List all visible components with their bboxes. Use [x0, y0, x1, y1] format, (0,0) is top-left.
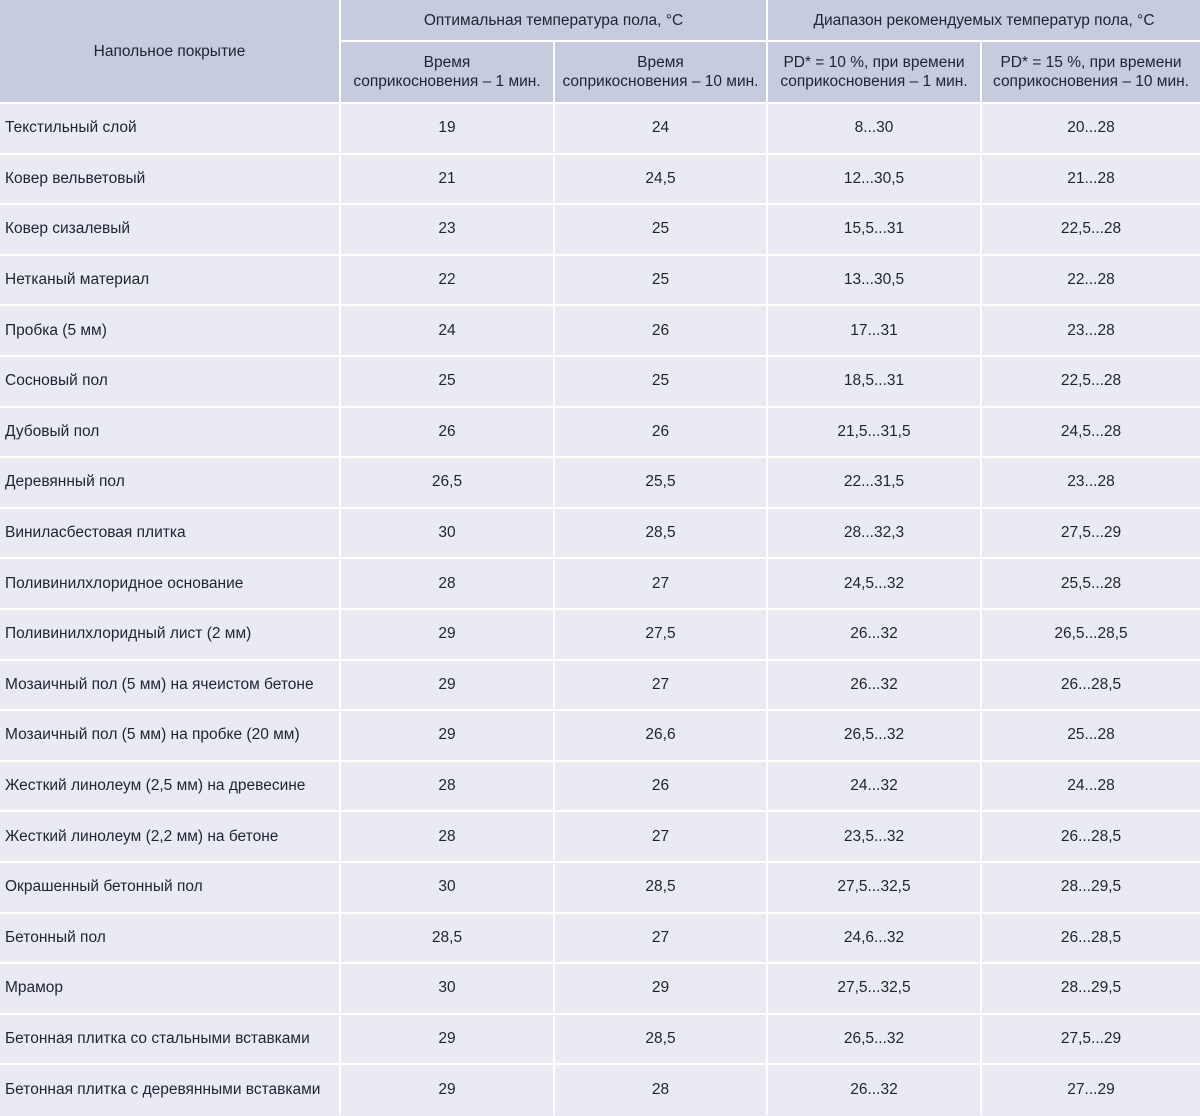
cell-range-pd15: 27,5...29 — [981, 508, 1200, 559]
cell-optimal-1min: 30 — [340, 508, 554, 559]
cell-range-pd10: 26...32 — [767, 660, 981, 711]
header-range-pd15 — [981, 41, 1200, 103]
cell-optimal-10min: 27 — [554, 660, 767, 711]
cell-floor-covering: Мозаичный пол (5 мм) на ячеистом бетоне — [0, 660, 340, 711]
cell-optimal-10min: 25 — [554, 204, 767, 255]
cell-range-pd15: 23...28 — [981, 305, 1200, 356]
cell-floor-covering: Окрашенный бетонный пол — [0, 862, 340, 913]
header-range-pd10 — [767, 41, 981, 103]
cell-optimal-10min: 24 — [554, 103, 767, 154]
table-row — [0, 862, 1200, 913]
cell-optimal-10min: 25 — [554, 255, 767, 306]
table-row — [0, 154, 1200, 205]
cell-optimal-10min: 26 — [554, 761, 767, 812]
cell-optimal-10min: 28,5 — [554, 1014, 767, 1065]
cell-floor-covering: Мозаичный пол (5 мм) на пробке (20 мм) — [0, 710, 340, 761]
header-optimal-10min — [554, 41, 767, 103]
header-floor-covering: Напольное покрытие — [0, 0, 340, 103]
cell-range-pd15: 24...28 — [981, 761, 1200, 812]
cell-range-pd10: 24,5...32 — [767, 558, 981, 609]
table-row — [0, 103, 1200, 154]
cell-range-pd15: 22,5...28 — [981, 356, 1200, 407]
cell-range-pd10: 15,5...31 — [767, 204, 981, 255]
table-row — [0, 1064, 1200, 1115]
cell-floor-covering: Нетканый материал — [0, 255, 340, 306]
table-row — [0, 660, 1200, 711]
table-row — [0, 255, 1200, 306]
cell-range-pd15: 26...28,5 — [981, 660, 1200, 711]
cell-optimal-10min: 26,6 — [554, 710, 767, 761]
cell-optimal-1min: 28,5 — [340, 913, 554, 964]
table-row — [0, 913, 1200, 964]
cell-optimal-1min: 23 — [340, 204, 554, 255]
cell-optimal-1min: 30 — [340, 963, 554, 1014]
cell-floor-covering: Бетонная плитка с деревянными вставками — [0, 1064, 340, 1115]
cell-optimal-1min: 25 — [340, 356, 554, 407]
cell-range-pd15: 22,5...28 — [981, 204, 1200, 255]
header-line: PD* = 10 %, при времени — [783, 54, 965, 71]
cell-optimal-1min: 26 — [340, 407, 554, 458]
header-line: соприкосновения – 10 мин. — [993, 73, 1189, 90]
cell-range-pd15: 23...28 — [981, 457, 1200, 508]
cell-optimal-10min: 27,5 — [554, 609, 767, 660]
cell-range-pd10: 24...32 — [767, 761, 981, 812]
cell-range-pd15: 21...28 — [981, 154, 1200, 205]
cell-optimal-1min: 22 — [340, 255, 554, 306]
cell-range-pd10: 26,5...32 — [767, 710, 981, 761]
cell-optimal-1min: 28 — [340, 558, 554, 609]
cell-floor-covering: Сосновый пол — [0, 356, 340, 407]
table-row — [0, 558, 1200, 609]
cell-range-pd15: 27...29 — [981, 1064, 1200, 1115]
header-optimal-temperature: Оптимальная температура пола, °С — [340, 0, 767, 41]
cell-range-pd10: 26,5...32 — [767, 1014, 981, 1065]
cell-floor-covering: Виниласбестовая плитка — [0, 508, 340, 559]
cell-optimal-10min: 26 — [554, 407, 767, 458]
header-line: Время — [637, 54, 684, 71]
cell-range-pd10: 26...32 — [767, 609, 981, 660]
cell-optimal-10min: 28,5 — [554, 862, 767, 913]
cell-range-pd10: 28...32,3 — [767, 508, 981, 559]
cell-optimal-10min: 27 — [554, 558, 767, 609]
table-header — [0, 0, 1200, 103]
cell-range-pd15: 26...28,5 — [981, 913, 1200, 964]
header-line: PD* = 15 %, при времени — [1000, 54, 1182, 71]
table-row — [0, 305, 1200, 356]
cell-optimal-10min: 25 — [554, 356, 767, 407]
cell-optimal-10min: 27 — [554, 811, 767, 862]
cell-range-pd15: 25,5...28 — [981, 558, 1200, 609]
cell-range-pd10: 18,5...31 — [767, 356, 981, 407]
cell-range-pd10: 8...30 — [767, 103, 981, 154]
header-optimal-1min — [340, 41, 554, 103]
cell-floor-covering: Жесткий линолеум (2,5 мм) на древесине — [0, 761, 340, 812]
cell-range-pd10: 12...30,5 — [767, 154, 981, 205]
header-line: соприкосновения – 10 мин. — [562, 73, 759, 90]
cell-optimal-1min: 26,5 — [340, 457, 554, 508]
cell-optimal-1min: 29 — [340, 660, 554, 711]
table-row — [0, 356, 1200, 407]
cell-range-pd10: 22...31,5 — [767, 457, 981, 508]
cell-range-pd15: 20...28 — [981, 103, 1200, 154]
table-row — [0, 710, 1200, 761]
cell-range-pd10: 27,5...32,5 — [767, 862, 981, 913]
header-line: Время — [423, 54, 471, 71]
table-row — [0, 761, 1200, 812]
cell-floor-covering: Ковер сизалевый — [0, 204, 340, 255]
header-recommended-range: Диапазон рекомендуемых температур пола, °С — [767, 0, 1200, 41]
cell-floor-covering: Текстильный слой — [0, 103, 340, 154]
cell-optimal-1min: 21 — [340, 154, 554, 205]
cell-optimal-1min: 19 — [340, 103, 554, 154]
cell-floor-covering: Бетонный пол — [0, 913, 340, 964]
table-row — [0, 1014, 1200, 1065]
cell-range-pd10: 24,6...32 — [767, 913, 981, 964]
cell-optimal-1min: 24 — [340, 305, 554, 356]
cell-floor-covering: Дубовый пол — [0, 407, 340, 458]
cell-range-pd15: 22...28 — [981, 255, 1200, 306]
cell-range-pd15: 25...28 — [981, 710, 1200, 761]
cell-floor-covering: Поливинилхлоридное основание — [0, 558, 340, 609]
cell-floor-covering: Жесткий линолеум (2,2 мм) на бетоне — [0, 811, 340, 862]
cell-range-pd15: 24,5...28 — [981, 407, 1200, 458]
cell-floor-covering: Деревянный пол — [0, 457, 340, 508]
cell-optimal-10min: 26 — [554, 305, 767, 356]
table-row — [0, 457, 1200, 508]
cell-optimal-10min: 25,5 — [554, 457, 767, 508]
cell-range-pd10: 23,5...32 — [767, 811, 981, 862]
header-line: соприкосновения – 1 мин. — [353, 73, 541, 90]
cell-range-pd15: 27,5...29 — [981, 1014, 1200, 1065]
cell-optimal-1min: 29 — [340, 1014, 554, 1065]
table-row — [0, 407, 1200, 458]
cell-optimal-1min: 29 — [340, 609, 554, 660]
table-row — [0, 204, 1200, 255]
cell-optimal-10min: 29 — [554, 963, 767, 1014]
cell-optimal-10min: 24,5 — [554, 154, 767, 205]
cell-optimal-10min: 28,5 — [554, 508, 767, 559]
cell-optimal-1min: 29 — [340, 1064, 554, 1115]
cell-range-pd10: 26...32 — [767, 1064, 981, 1115]
table-row — [0, 811, 1200, 862]
cell-floor-covering: Бетонная плитка со стальными вставками — [0, 1014, 340, 1065]
table-row — [0, 609, 1200, 660]
cell-range-pd15: 28...29,5 — [981, 963, 1200, 1014]
cell-range-pd15: 26,5...28,5 — [981, 609, 1200, 660]
cell-optimal-1min: 30 — [340, 862, 554, 913]
cell-optimal-10min: 28 — [554, 1064, 767, 1115]
cell-optimal-10min: 27 — [554, 913, 767, 964]
cell-range-pd10: 13...30,5 — [767, 255, 981, 306]
cell-floor-covering: Мрамор — [0, 963, 340, 1014]
table-row — [0, 963, 1200, 1014]
cell-optimal-1min: 29 — [340, 710, 554, 761]
cell-range-pd10: 21,5...31,5 — [767, 407, 981, 458]
cell-range-pd10: 17...31 — [767, 305, 981, 356]
header-line: соприкосновения – 1 мин. — [780, 73, 968, 90]
cell-range-pd10: 27,5...32,5 — [767, 963, 981, 1014]
cell-optimal-1min: 28 — [340, 811, 554, 862]
cell-floor-covering: Ковер вельветовый — [0, 154, 340, 205]
cell-floor-covering: Поливинилхлоридный лист (2 мм) — [0, 609, 340, 660]
table-row — [0, 508, 1200, 559]
table-body — [0, 103, 1200, 1115]
cell-optimal-1min: 28 — [340, 761, 554, 812]
cell-range-pd15: 26...28,5 — [981, 811, 1200, 862]
cell-range-pd15: 28...29,5 — [981, 862, 1200, 913]
cell-floor-covering: Пробка (5 мм) — [0, 305, 340, 356]
